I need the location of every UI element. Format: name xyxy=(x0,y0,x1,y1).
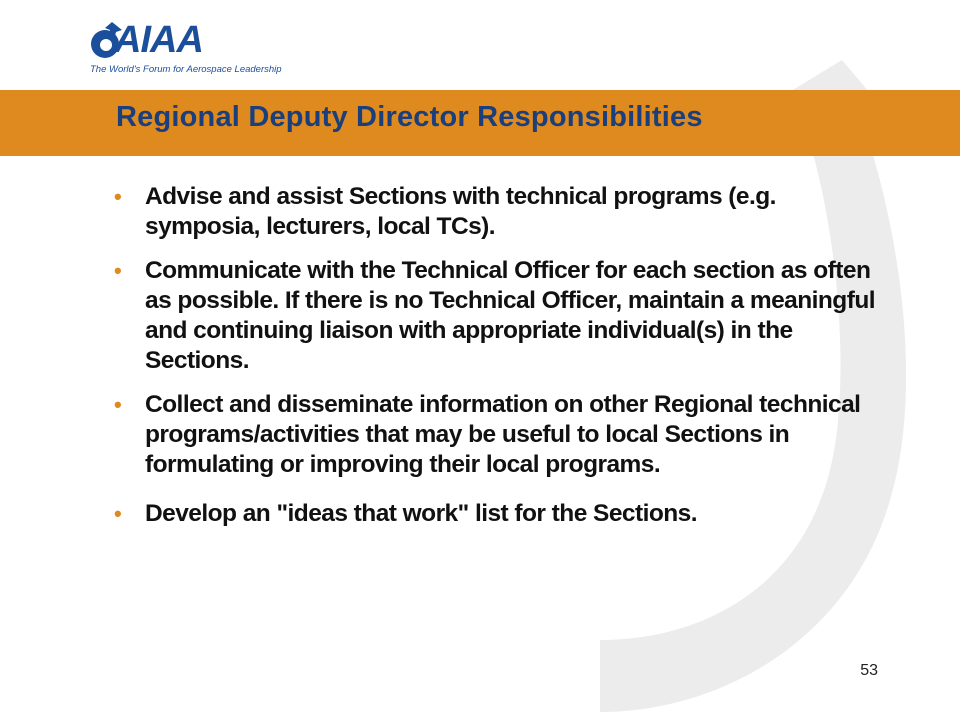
bullet-dot-icon: • xyxy=(114,184,122,209)
aiaa-logo xyxy=(88,18,282,78)
bullet-dot-icon: • xyxy=(114,392,122,417)
bullet-item xyxy=(112,182,882,242)
bullet-text: Develop an "ideas that work" list for the Sections. xyxy=(145,500,698,527)
bullet-dot-icon: • xyxy=(114,501,122,526)
bullet-item xyxy=(112,499,882,529)
bullet-item xyxy=(112,256,882,376)
bullet-list xyxy=(112,182,882,529)
bullet-text: Communicate with the Technical Officer for each section as often as possible. If there is no Technical Officer, maintain a meaningful and continuing liaison with appropriate individual(s) in the Sections. xyxy=(145,257,876,374)
slide-title: Regional Deputy Director Responsibilities xyxy=(116,101,703,133)
logo-wordmark: AIAA xyxy=(114,19,203,61)
logo-tagline: The World's Forum for Aerospace Leadership xyxy=(90,64,282,75)
page-number: 53 xyxy=(860,662,878,679)
bullet-item xyxy=(112,390,882,480)
bullet-dot-icon: • xyxy=(114,258,122,283)
bullet-text: Advise and assist Sections with technical programs (e.g. symposia, lecturers, local TCs). xyxy=(145,183,776,240)
bullet-text: Collect and disseminate information on other Regional technical programs/activities that may be useful to local Sections in formulating or improving their local programs. xyxy=(145,391,861,478)
